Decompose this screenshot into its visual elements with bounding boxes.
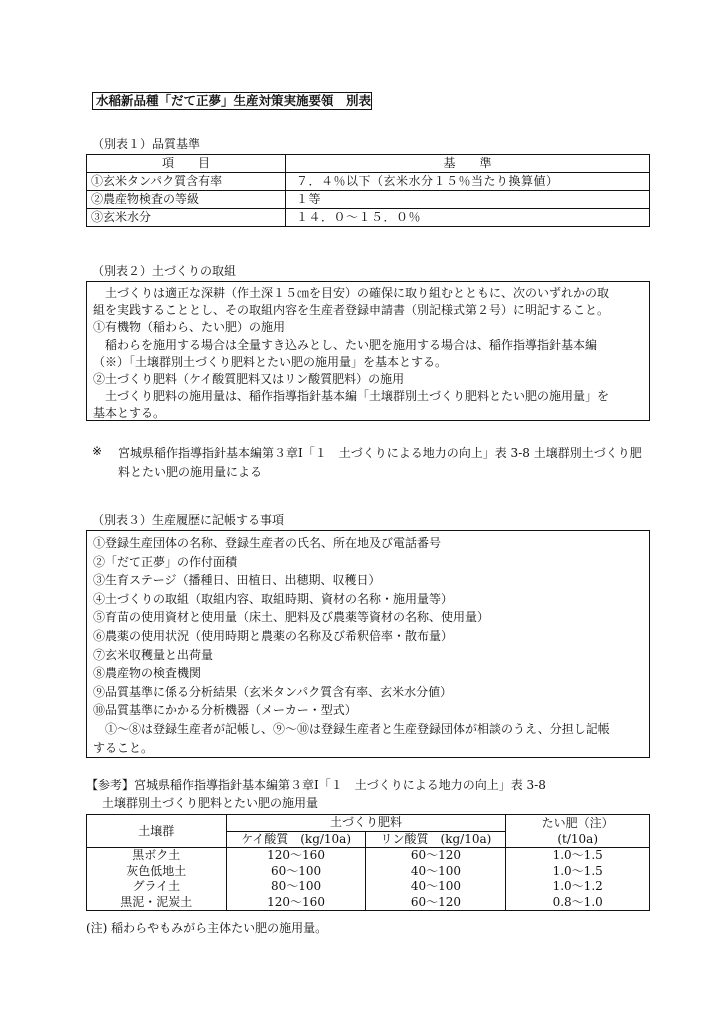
table-cell: 60〜100 <box>226 864 366 880</box>
table-row <box>87 864 650 880</box>
table-header-row <box>87 155 650 173</box>
text-line: ②土づくり肥料（ケイ酸質肥料又はリン酸質肥料）の施用 <box>93 372 405 387</box>
table-cell: 1.0〜1.5 <box>506 864 650 880</box>
list-item: ⑩品質基準にかかる分析機器（メーカー・型式） <box>93 703 357 718</box>
quality-standards-table <box>86 154 650 227</box>
table-row <box>87 191 650 209</box>
text-line: すること。 <box>93 740 154 755</box>
list-item: ②「だて正夢」の作付面積 <box>93 554 238 569</box>
table-cell: 120〜160 <box>226 848 366 864</box>
table-cell: ②農産物検査の等級 <box>87 191 286 209</box>
section2-label: （別表２）土づくりの取組 <box>92 264 237 278</box>
table-cell: 1.0〜1.5 <box>506 848 650 864</box>
table-cell: ７．４％以下（玄米水分１５％当たり換算値） <box>286 173 650 191</box>
reference-heading: 【参考】宮城県稲作指導指針基本編第３章Ⅰ「１ 土づくりによる地力の向上」表 3-8 <box>86 778 546 792</box>
table-header-compost-unit: (t/10a) <box>506 831 650 848</box>
table-cell: 灰色低地土 <box>87 864 227 880</box>
list-item: ⑥農薬の使用状況（使用時期と農薬の名称及び希釈倍率・散布量） <box>93 628 454 643</box>
note-text: 宮城県稲作指導指針基本編第３章Ⅰ「１ 土づくりによる地力の向上」表 3-8 土壌群別土づくり肥料とたい肥の施用量による <box>118 446 642 479</box>
text-line: ①有機物（稲わら、たい肥）の施用 <box>93 320 286 335</box>
table-cell: 120〜160 <box>226 895 366 911</box>
table-cell: グライ土 <box>87 879 227 895</box>
table-cell: ③玄米水分 <box>87 209 286 227</box>
table-row <box>87 209 650 227</box>
fertilizer-table <box>86 814 650 911</box>
list-item: ⑤育苗の使用資材と使用量（床土、肥料及び農薬等資材の名称、使用量） <box>93 610 490 625</box>
table-cell: １４．０〜１５．０％ <box>286 209 650 227</box>
list-item: ①登録生産団体の名称、登録生産者の氏名、所在地及び電話番号 <box>93 536 442 550</box>
text-line: （※）「土壌群別土づくり肥料とたい肥の施用量」を基本とする。 <box>93 354 448 369</box>
section3-label: （別表３）生産履歴に記帳する事項 <box>92 513 285 527</box>
list-item: ④土づくりの取組（取組内容、取組時期、資材の名称・施用量等） <box>93 591 454 606</box>
table-row <box>87 895 650 911</box>
document-title: 水稲新品種「だて正夢」生産対策実施要領 別表 <box>92 92 372 110</box>
table-row <box>87 848 650 864</box>
table-header-soil: 土壌群 <box>87 815 227 848</box>
soil-building-box <box>86 281 650 421</box>
table-cell: 60〜120 <box>366 848 506 864</box>
table-header-item: 項 目 <box>87 155 286 173</box>
reference-subheading: 土壌群別土づくり肥料とたい肥の施用量 <box>102 796 319 810</box>
table-header-fertilizer: 土づくり肥料 <box>226 815 506 832</box>
table-header-phosphate: リン酸質 (kg/10a) <box>366 831 506 848</box>
text-line: 土づくりは適正な深耕（作土深１５㎝を目安）の確保に取り組むとともに、次のいずれかの取 <box>93 286 610 300</box>
table-cell: 黒泥・泥炭土 <box>87 895 227 911</box>
table-cell: 40〜100 <box>366 864 506 880</box>
text-line: 土づくり肥料の施用量は、稲作指導指針基本編「土壌群別土づくり肥料とたい肥の施用量」を <box>93 389 610 404</box>
table-header-compost: たい肥（注） <box>506 815 650 832</box>
table-cell: 40〜100 <box>366 879 506 895</box>
table-cell: 60〜120 <box>366 895 506 911</box>
list-item: ③生育ステージ（播種日、田植日、出穂期、収穫日） <box>93 573 381 588</box>
text-line: 稲わらを施用する場合は全量すき込みとし、たい肥を施用する場合は、稲作指導指針基本編 <box>93 337 598 352</box>
table-cell: ①玄米タンパク質含有率 <box>87 173 286 191</box>
table1-label: （別表１）品質基準 <box>92 137 201 151</box>
table-footnote: (注) 稲わらやもみがら主体たい肥の施用量。 <box>86 921 328 935</box>
table-header-silica: ケイ酸質 (kg/10a) <box>226 831 366 848</box>
list-item: ⑨品質基準に係る分析結果（玄米タンパク質含有率、玄米水分値） <box>93 684 453 699</box>
text-line: 組を実践することとし、その取組内容を生産者登録申請書（別記様式第２号）に明記すること。 <box>93 303 610 318</box>
production-record-box <box>86 530 650 758</box>
table-row <box>87 173 650 191</box>
list-item: ⑧農産物の検査機関 <box>93 666 202 681</box>
table-header-row <box>87 815 650 832</box>
note-mark: ※ <box>92 444 103 458</box>
table-row <box>87 879 650 895</box>
table-cell: 80〜100 <box>226 879 366 895</box>
text-line: 基本とする。 <box>93 406 166 421</box>
table-cell: 黒ボク土 <box>87 848 227 864</box>
table-header-standard: 基 準 <box>286 155 650 173</box>
table-cell: 1.0〜1.2 <box>506 879 650 895</box>
table-cell: 0.8〜1.0 <box>506 895 650 911</box>
list-item: ⑦玄米収穫量と出荷量 <box>93 647 214 662</box>
text-line: ①〜⑧は登録生産者が記帳し、⑨〜⑩は登録生産者と生産登録団体が相談のうえ、分担し記帳 <box>93 721 610 736</box>
table-cell: １等 <box>286 191 650 209</box>
